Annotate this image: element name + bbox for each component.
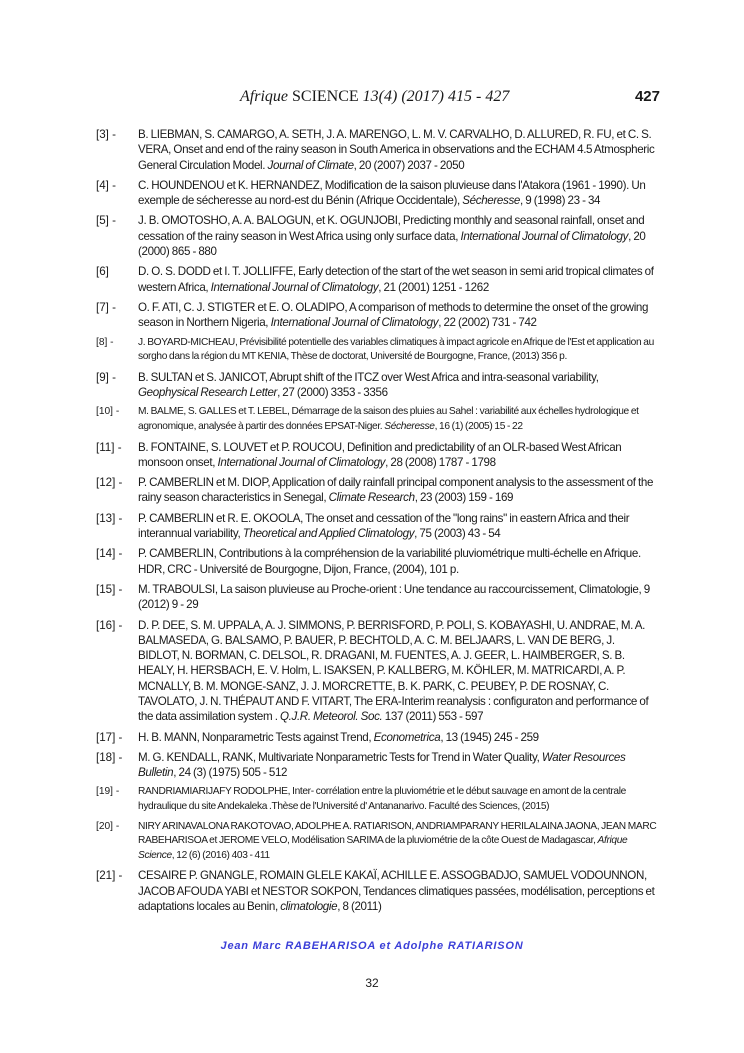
reference-list	[0, 127, 744, 919]
journal-citation	[240, 88, 509, 106]
reference-number: [18] -	[96, 750, 123, 764]
reference-segment: M. TRABOULSI, La saison pluvieuse au Proche-orient : Une tendance au raccourcissement, Climatologie, 9 (2012) 9 - 29	[138, 582, 650, 612]
reference-item	[0, 785, 744, 814]
reference-segment: , 13 (1945) 245 - 259	[440, 730, 539, 744]
reference-text	[138, 475, 658, 506]
reference-segment: , 28 (2008) 1787 - 1798	[385, 455, 496, 469]
reference-text	[138, 582, 658, 613]
reference-number: [15] -	[96, 582, 123, 596]
reference-source: Journal of Climate	[267, 158, 354, 172]
reference-item	[0, 546, 744, 577]
reference-text	[138, 440, 658, 471]
reference-segment: P. CAMBERLIN et M. DIOP, Application of daily rainfall principal component analysis to the assessment of the rainy season characteristics in Senegal,	[138, 476, 654, 505]
reference-segment: , 23 (2003) 159 - 169	[414, 491, 514, 505]
reference-segment: , 21 (2001) 1251 - 1262	[378, 280, 489, 294]
reference-source: Geophysical Research Letter	[138, 386, 278, 400]
journal-issue: 13(4) (2017) 415 - 427	[362, 88, 510, 105]
reference-number: [11] -	[96, 440, 122, 454]
reference-segment: O. F. ATI, C. J. STIGTER et E. O. OLADIPO, A comparison of methods to determine the onset of the growing season in Northern Nigeria,	[138, 300, 649, 330]
reference-item	[0, 475, 744, 506]
reference-segment: , 8 (2011)	[337, 900, 382, 914]
reference-number: [17] -	[96, 730, 123, 744]
reference-source: International Journal of Climatology	[210, 280, 379, 294]
reference-number: [16] -	[96, 618, 123, 632]
reference-item	[0, 582, 744, 613]
reference-item	[0, 300, 744, 331]
reference-text	[138, 750, 658, 781]
reference-segment: J. B. OMOTOSHO, A. A. BALOGUN, et K. OGUNJOBI, Predicting monthly and seasonal rainfall, onset and cessation of the rainy season in West Africa using only surface data,	[138, 214, 645, 243]
reference-item	[0, 127, 744, 173]
journal-prefix: Afrique	[240, 88, 288, 105]
reference-text	[138, 730, 658, 745]
reference-item	[0, 405, 744, 434]
reference-segment: , 27 (2000) 3353 - 3356	[277, 386, 388, 400]
reference-source: Sécheresse	[462, 194, 521, 208]
running-header	[240, 88, 660, 110]
reference-source: Q.J.R. Meteorol. Soc.	[279, 710, 383, 724]
footer-authors: Jean Marc RABEHARISOA et Adolphe RATIARISON	[220, 940, 524, 952]
reference-segment: RANDRIAMIARIJAFY RODOLPHE, Inter- corrélation entre la pluviométrie et le début sauvage en amont de la centrale hydraulique du site Andekaleka .Thèse de l'Université d' Antananarivo. Faculté des Sciences, (2015)	[138, 786, 626, 813]
reference-segment: , 24 (3) (1975) 505 - 512	[173, 766, 288, 780]
reference-segment: CESAIRE P. GNANGLE, ROMAIN GLELE KAKAÏ, ACHILLE E. ASSOGBADJO, SAMUEL VODOUNNON, JACOB AFOUDA YABI et NESTOR SOKPON, Tendances climatiques passées, modélisation, perceptions et adaptations locales au Benin,	[138, 869, 655, 914]
reference-text	[138, 178, 658, 209]
reference-segment: M. BALME, S. GALLES et T. LEBEL, Démarrage de la saison des pluies au Sahel : variabilité aux échelles hydrologique et agronomique, analysée à partir des données EPSAT-Niger.	[138, 406, 639, 432]
reference-segment: D. O. S. DODD et I. T. JOLLIFFE, Early detection of the start of the wet season in semi arid tropical climates of western Africa,	[138, 265, 654, 294]
reference-source: Sécheresse	[384, 420, 435, 432]
reference-number: [12] -	[96, 476, 123, 490]
reference-number: [21] -	[96, 869, 123, 883]
reference-segment: M. G. KENDALL, RANK, Multivariate Nonparametric Tests for Trend in Water Quality,	[138, 750, 542, 764]
reference-item	[0, 730, 744, 745]
reference-item	[0, 213, 744, 259]
reference-number: [5] -	[96, 214, 116, 228]
reference-text	[138, 618, 658, 725]
reference-segment: , 22 (2002) 731 - 742	[438, 316, 537, 330]
reference-item	[0, 618, 744, 725]
reference-text	[138, 370, 658, 401]
reference-number: [13] -	[96, 511, 123, 525]
reference-segment: , 12 (6) (2016) 403 - 411	[171, 849, 270, 861]
reference-source: International Journal of Climatology	[217, 455, 386, 469]
reference-number: [6]	[96, 265, 109, 279]
reference-item	[0, 264, 744, 295]
reference-source: Theoretical and Applied Climatology	[242, 527, 415, 541]
reference-item	[0, 750, 744, 781]
journal-name: SCIENCE	[292, 88, 359, 105]
reference-source: Econometrica	[373, 730, 441, 744]
reference-number: [20] -	[96, 820, 120, 832]
reference-text	[138, 511, 658, 542]
reference-segment: , 20 (2007) 2037 - 2050	[353, 158, 465, 172]
reference-segment: H. B. MANN, Nonparametric Tests against Trend,	[138, 730, 374, 744]
footer-page-number: 32	[365, 976, 379, 990]
reference-number: [9] -	[96, 370, 116, 384]
reference-item	[0, 440, 744, 471]
reference-item	[0, 511, 744, 542]
reference-segment: , 9 (1998) 23 - 34	[520, 194, 601, 208]
reference-source: International Journal of Climatology	[270, 316, 439, 330]
reference-source: Climate Research	[328, 491, 415, 505]
reference-segment: B. SULTAN et S. JANICOT, Abrupt shift of the ITCZ over West Africa and intra-seasonal variability,	[138, 370, 599, 384]
reference-number: [7] -	[96, 300, 116, 314]
reference-item	[0, 178, 744, 209]
reference-text	[138, 264, 658, 295]
reference-number: [19] -	[96, 786, 120, 798]
reference-text	[138, 213, 658, 259]
reference-segment: C. HOUNDENOU et K. HERNANDEZ, Modification de la saison pluvieuse dans l'Atakora (1961 - 1990). Un exemple de sécheresse au nord-est du Bénin (Afrique Occidentale),	[138, 178, 646, 208]
reference-text	[138, 300, 658, 331]
reference-text	[138, 868, 658, 914]
reference-source: climatologie	[280, 900, 338, 914]
reference-item	[0, 820, 744, 864]
header-page-number: 427	[634, 88, 660, 105]
reference-text	[138, 785, 658, 814]
reference-text	[138, 546, 658, 577]
reference-source: Water Resources Bulletin	[138, 750, 626, 780]
reference-item	[0, 868, 744, 914]
reference-segment: P. CAMBERLIN, Contributions à la compréhension de la variabilité pluviométrique multi-échelle en Afrique. HDR, CRC - Université de Bourgogne, Dijon, France, (2004), 101 p.	[138, 547, 641, 576]
reference-item	[0, 336, 744, 365]
reference-number: [8] -	[96, 336, 114, 348]
reference-item	[0, 370, 744, 401]
reference-number: [3] -	[96, 128, 116, 141]
reference-segment: J. BOYARD-MICHEAU, Prévisibilité potentielle des variables climatiques à impact agricole en Afrique de l'Est et application au sorgho dans la région du MT KENIA, Thèse de doctorat, Université de Bourgogne, France, (2013) 356 p.	[138, 336, 654, 363]
reference-segment: , 16 (1) (2005) 15 - 22	[434, 420, 523, 432]
reference-text	[138, 127, 658, 173]
reference-segment: , 75 (2003) 43 - 54	[414, 527, 501, 541]
reference-number: [10] -	[96, 406, 120, 418]
reference-segment: P. CAMBERLIN et R. E. OKOOLA, The onset and cessation of the "long rains" in eastern Africa and their interannual variability,	[138, 511, 630, 541]
reference-source: Afrique Science	[138, 835, 628, 861]
reference-number: [4] -	[96, 178, 116, 192]
reference-segment: 137 (2011) 553 - 597	[382, 710, 484, 724]
reference-segment: D. P. DEE, S. M. UPPALA, A. J. SIMMONS, P. BERRISFORD, P. POLI, S. KOBAYASHI, U. ANDRAE, M. A. BALMASEDA, G. BALSAMO, P. BAUER, P. BECHTOLD, A. C. M. BELJAARS, L. VAN DE BERG, J. BIDLOT, N. BORMAN, C. DELSOL, R. DRAGANI, M. FUENTES, A. J. GEER, L. HAIMBERGER, S. B. HEALY, H. HERSBACH, E. V. Holm, L. ISAKSEN, P. KALLBERG, M. KÖHLER, M. MATRICARDI, A. P. MCNALLY, B. M. MONGE-SANZ, J. J. MORCRETTE, B. K. PARK, C. PEUBEY, P. DE ROSNAY, C. TAVOLATO, J. N. THÉPAUT AND F. VITART, The ERA-Interim reanalysis : configuraton and performance of the data assimilation system .	[138, 618, 649, 724]
reference-segment: NIRY ARINAVALONA RAKOTOVAO, ADOLPHE A. RATIARISON, ANDRIAMPARANY HERILALAINA JAONA, JEAN MARC RABEHARISOA et JEROME VELO, Modélisation SARIMA de la pluviométrie de la côte Ouest de Madagascar,	[138, 820, 657, 847]
reference-segment: , 20 (2000) 865 - 880	[138, 229, 646, 259]
reference-segment: B. LIEBMAN, S. CAMARGO, A. SETH, J. A. MARENGO, L. M. V. CARVALHO, D. ALLURED, R. FU, et C. S. VERA, Onset and end of the rainy season in South America in observations and the ECHAM 4.5 Atmospheric General Circulation Model.	[138, 128, 655, 172]
reference-segment: B. FONTAINE, S. LOUVET et P. ROUCOU, Definition and predictability of an OLR-based West African monsoon onset,	[138, 440, 622, 469]
reference-number: [14] -	[96, 547, 123, 561]
reference-text	[138, 405, 658, 434]
reference-text	[138, 820, 658, 864]
reference-source: International Journal of Climatology	[460, 229, 629, 243]
reference-text	[138, 336, 658, 365]
